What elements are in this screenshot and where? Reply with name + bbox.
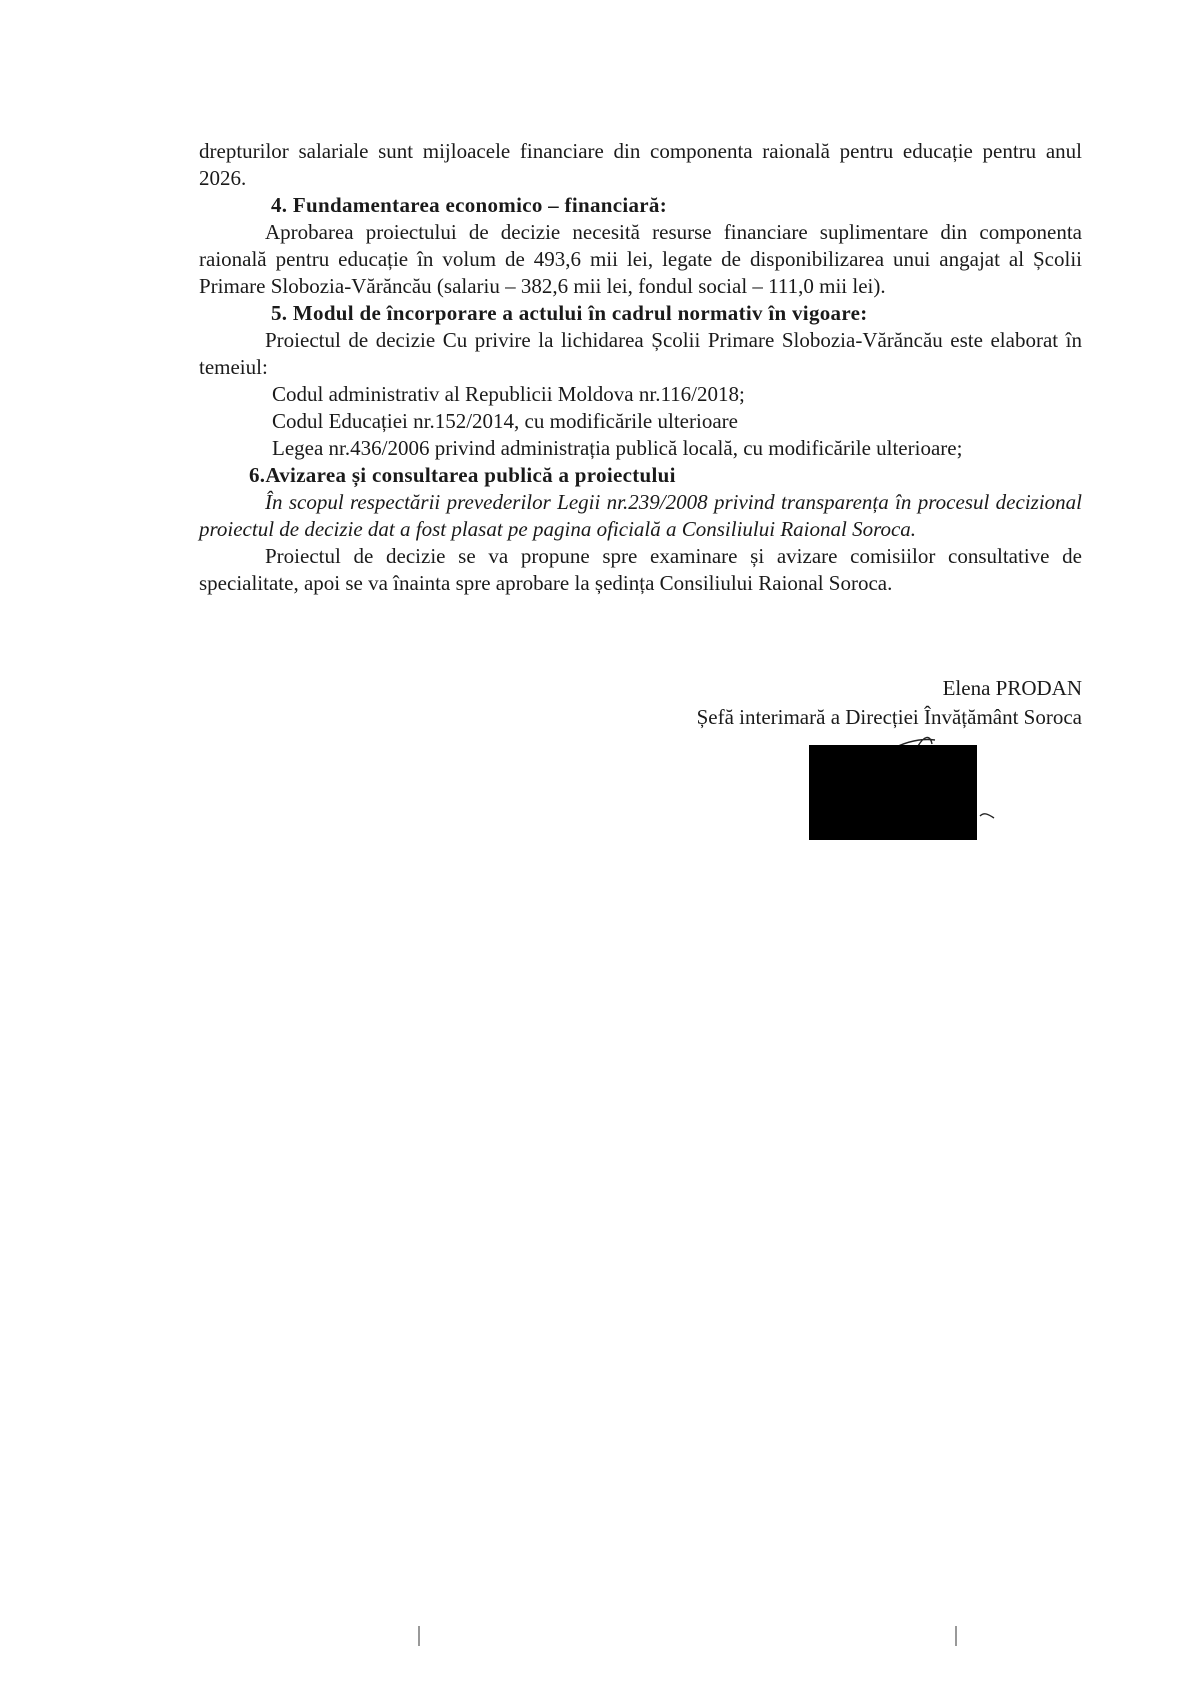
section-heading-4: 4. Fundamentarea economico – financiară: [271,193,667,217]
law-reference-administrative-code: Codul administrativ al Republicii Moldova nr.116/2018; [272,382,745,406]
scan-mark-left [416,1625,422,1647]
section-heading-6: 6.Avizarea și consultarea publică a proiectului [249,463,676,487]
signatory-name: Elena PRODAN [942,676,1082,700]
scan-mark-right [953,1625,959,1647]
document-body [199,138,1082,597]
law-reference-education-code: Codul Educației nr.152/2014, cu modificările ulterioare [272,409,738,433]
section-heading-5: 5. Modul de încorporare a actului în cadrul normativ în vigoare: [271,301,868,325]
paragraph-salary-continuation: drepturilor salariale sunt mijloacele financiare din componenta raională pentru educație pentru anul 2026. [199,139,1082,190]
paragraph-approval-procedure: Proiectul de decizie se va propune spre examinare și avizare comisiilor consultative de specialitate, apoi se va înainta spre aprobare la ședința Consiliului Raional Soroca. [199,544,1082,595]
signature-block [582,674,1082,732]
paragraph-transparency: În scopul respectării prevederilor Legii nr.239/2008 privind transparența în procesul decizional proiectul de decizie dat a fost plasat pe pagina oficială a Consiliului Raional Soroca. [199,490,1082,541]
redacted-signature-block [809,745,977,840]
paragraph-economic-justification: Aprobarea proiectului de decizie necesită resurse financiare suplimentare din componenta raională pentru educație în volum de 493,6 mii lei, legate de disponibilizarea unui angajat al Școlii Primare Slobozia-Vărăncău (salariu – 382,6 mii lei, fondul social – 111,0 mii lei). [199,220,1082,298]
law-reference-local-administration: Legea nr.436/2006 privind administrația publică locală, cu modificările ulterioare; [272,436,963,460]
signatory-position: Șefă interimară a Direcției Învățământ Soroca [696,705,1082,729]
paragraph-normative-framework: Proiectul de decizie Cu privire la lichidarea Școlii Primare Slobozia-Vărăncău este elaborat în temeiul: [199,328,1082,379]
